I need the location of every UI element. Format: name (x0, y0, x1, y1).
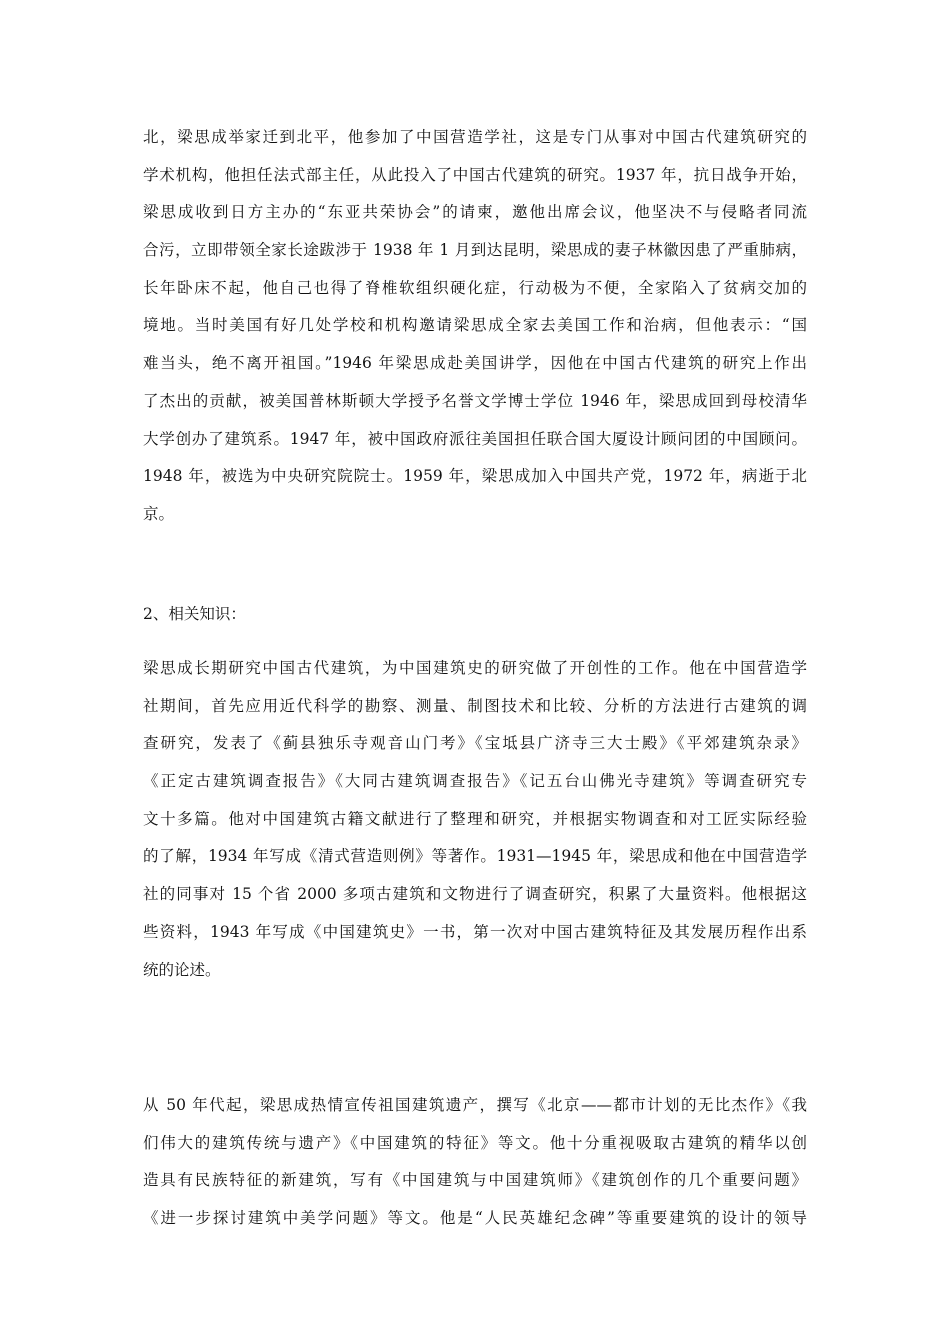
text-line: 难当头，绝不离开祖国。”1946 年梁思成赴美国讲学，因他在中国古代建筑的研究上作出 (143, 354, 807, 373)
text-line: 梁思成收到日方主办的“东亚共荣协会”的请柬，邀他出席会议，他坚决不与侵略者同流 (143, 203, 807, 222)
section-heading-related-knowledge (143, 596, 807, 634)
text-line: 了杰出的贡献，被美国普林斯顿大学授予名誉文学博士学位 1946 年，梁思成回到母校清华 (143, 391, 807, 410)
text-line: 长年卧床不起，他自己也得了脊椎软组织硬化症，行动极为不便，全家陷入了贫病交加的 (143, 278, 807, 297)
text-line: 大学创办了建筑系。1947 年，被中国政府派往美国担任联合国大厦设计顾问团的中国顾问。 (143, 429, 807, 448)
text-line: 学术机构，他担任法式部主任，从此投入了中国古代建筑的研究。1937 年，抗日战争开始， (143, 165, 807, 184)
text-line: 梁思成长期研究中国古代建筑，为中国建筑史的研究做了开创性的工作。他在中国营造学 (143, 659, 807, 677)
text-line: 文十多篇。他对中国建筑古籍文献进行了整理和研究，并根据实物调查和对工匠实际经验 (143, 809, 807, 828)
text-line: 造具有民族特征的新建筑，写有《中国建筑与中国建筑师》《建筑创作的几个重要问题》 (143, 1171, 807, 1190)
text-line: 从 50 年代起，梁思成热情宣传祖国建筑遗产，撰写《北京——都市计划的无比杰作》《我 (143, 1096, 807, 1114)
text-line: 社期间，首先应用近代科学的勘察、测量、制图技术和比较、分析的方法进行古建筑的调 (143, 696, 807, 715)
paragraph-heritage (143, 1087, 807, 1238)
text-line: 北，梁思成举家迁到北平，他参加了中国营造学社，这是专门从事对中国古代建筑研究的 (143, 128, 807, 146)
paragraph-biography (143, 119, 807, 534)
text-line: 统的论述。 (143, 960, 221, 979)
text-line: 合污，立即带领全家长途跋涉于 1938 年 1 月到达昆明，梁思成的妻子林徽因患了严重肺病， (143, 241, 807, 260)
text-line: 些资料，1943 年写成《中国建筑史》一书，第一次对中国古建筑特征及其发展历程作出系 (143, 922, 807, 941)
section-heading: 2、相关知识： (143, 605, 246, 623)
text-line: 境地。当时美国有好几处学校和机构邀请梁思成全家去美国工作和治病，但他表示：“国 (143, 316, 807, 335)
paragraph-research (143, 650, 807, 989)
text-line: 1948 年，被选为中央研究院院士。1959 年，梁思成加入中国共产党，1972 年，病逝于北 (143, 467, 807, 486)
text-line: 的了解，1934 年写成《清式营造则例》等著作。1931—1945 年，梁思成和他在中国营造学 (143, 847, 807, 866)
text-line: 社的同事对 15 个省 2000 多项古建筑和文物进行了调查研究，积累了大量资料。他根据这 (143, 885, 807, 904)
text-line: 《进一步探讨建筑中美学问题》等文。他是“人民英雄纪念碑”等重要建筑的设计的领导 (143, 1209, 807, 1228)
text-line: 《正定古建筑调查报告》《大同古建筑调查报告》《记五台山佛光寺建筑》等调查研究专 (143, 772, 807, 791)
text-line: 查研究，发表了《蓟县独乐寺观音山门考》《宝坻县广济寺三大士殿》《平郊建筑杂录》 (143, 734, 807, 753)
text-line: 京。 (143, 504, 175, 523)
text-line: 们伟大的建筑传统与遗产》《中国建筑的特征》等文。他十分重视吸取古建筑的精华以创 (143, 1133, 807, 1152)
